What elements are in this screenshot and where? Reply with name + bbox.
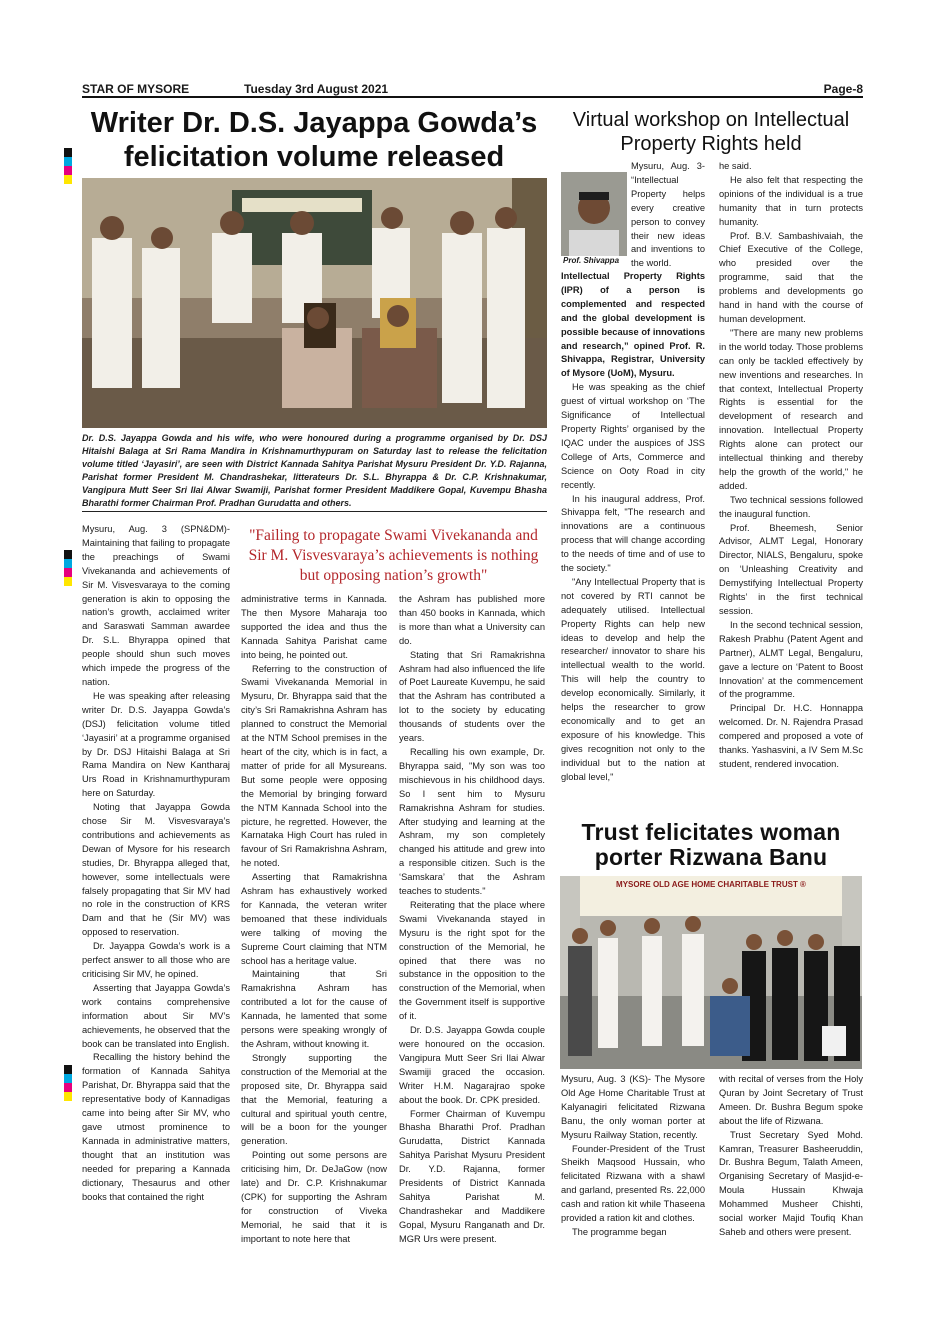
main-headline-line2: felicitation volume released — [123, 141, 505, 173]
paragraph: the Ashram has published more than 450 books in Kannada, which is more than what a University can do. — [399, 594, 545, 646]
paragraph: Dr. D.S. Jayappa Gowda couple were honoured on the occasion. Vangipura Mutt Seer Sri Ilai Alwar Swamiji graced the occasion. Writer H.M. Nagarajrao spoke about the book. Dr. CPK presided. — [399, 1025, 545, 1105]
main-story-column-2 — [241, 593, 387, 1247]
main-photo-caption: Dr. D.S. Jayappa Gowda and his wife, who were honoured during a programme organised by Dr. DSJ Hitaishi Balaga at Sri Rama Mandira in Krishnamurthypuram on Saturday last to release the felicitation volume titled ‘Jayasiri’, are seen with District Kannada Sahitya Parishat Mysuru President Dr. Y.D. Rajanna, Parishat former President M. Chandrashekar, litterateurs Dr. S.L. Bhyrappa & Dr. C.P. Krishnakumar, Vangipura Mutt Seer Sri Ilai Alwar Swamiji, Parishat former President Maddikere Gopal, Kuvempu Bhasha Bharathi former Chairman Prof. Pradhan Gurudatta and others. — [82, 432, 547, 512]
ipr-intro — [631, 160, 705, 271]
paragraph: He was speaking as the chief guest of virtual workshop on ‘The Significance of Intellectual Property Rights’ organised by the IQAC under the auspices of JSS College of Arts, Commerce and Science on Ooty Road in city recently. — [561, 382, 705, 490]
main-story-column-3 — [399, 593, 545, 1247]
paragraph: Founder-President of the Trust Sheikh Maqsood Hussain, who felicitated Rizwana with a shawl and garland, presented Rs. 22,000 cash and ration kit while Thaseena provided a ration kit and clothes. — [561, 1143, 705, 1224]
trust-column-2 — [719, 1073, 863, 1240]
main-story-column-1 — [82, 523, 230, 1204]
shivappa-photo-caption: Prof. Shivappa — [561, 256, 627, 265]
paragraph: Maintaining that Sri Ramakrishna Ashram has contributed a lot for the cause of Kannada, he lamented that some persons were speaking wrongly of the Ashram, without knowing it. — [241, 969, 387, 1049]
main-headline-line1: Writer Dr. D.S. Jayappa Gowda’s — [90, 107, 538, 139]
ipr-column-1 — [561, 270, 705, 785]
paragraph: Asserting that Ramakrishna Ashram has exhaustively worked for Kannada, the veteran writer bemoaned that these individuals were talking of moving the Supreme Court claiming that NTM school has a heritage value. — [241, 872, 387, 966]
paragraph: Asserting that Jayappa Gowda’s work contains comprehensive information about Sir MV’s achievements, he observed that the book can be translated into English. — [82, 982, 230, 1049]
trust-banner-text: MYSORE OLD AGE HOME CHARITABLE TRUST ® — [616, 880, 806, 889]
paragraph: Recalling his own example, Dr. Bhyrappa said, "My son was too mischievous in his childhood days. So I sent him to Mysuru Ramakrishna Ashram for studies. After studying and learning at the Ashram, my son completely changed his attitude and grew into a responsible citizen. Such is the ‘Samskara’ that the Ashram teaches to students." — [399, 746, 545, 897]
paragraph: Mysuru, Aug. 3- “Intellectual Property helps every creative person to convey their new ideas and inventions to the world. — [631, 161, 705, 269]
shivappa-photo — [561, 172, 627, 265]
paragraph: Prof. B.V. Sambashivaiah, the Chief Executive of the College, who presided over the programme, said that the problems and developments go hand in hand with the course of human development. — [719, 230, 863, 324]
paragraph: Noting that Jayappa Gowda chose Sir M. Visvesvaraya’s contributions and achievements as Dewan of Mysore for his research studies, Dr. Bhyrappa alleged that, however, some intellectuals were falsely propagating that Sir MV had no role in the construction of KRS Dam and that he (Sir MV) was opposed to reservation. — [82, 802, 230, 938]
trust-column-1 — [561, 1073, 705, 1240]
masthead — [82, 82, 863, 98]
paragraph: He was speaking after releasing writer Dr. D.S. Jayappa Gowda’s (DSJ) felicitation volume titled ‘Jayasiri’ at a programme organised by Dr. DSJ Hitaishi Balaga at Sri Rama Mandira on New Kantharaj Urs Road in Krishnamurthypuram here on Saturday. — [82, 690, 230, 799]
ipr-headline — [556, 108, 866, 156]
paragraph: Mysuru, Aug. 3 (KS)- The Mysore Old Age Home Charitable Trust at Kalyanagiri felicitated Rizwana Banu, the only woman porter at Mysuru Railway Station, recently. — [561, 1074, 705, 1140]
paragraph: Trust Secretary Syed Mohd. Kamran, Treasurer Basheeruddin, Dr. Bushra Begum, Talath Ameen, Organising Secretary of Masjid-e-Moula Hussain Khwaja Mohammed Musheer Chishti, social worker Majid Toufiq Khan Saheb and others were present. — [719, 1129, 863, 1237]
paragraph: Dr. Jayappa Gowda’s work is a perfect answer to all those who are criticising Sir MV, he opined. — [82, 941, 230, 979]
page-number: Page-8 — [823, 82, 863, 96]
paragraph: Referring to the construction of Swami Vivekananda Memorial in Mysuru, Dr. Bhyrappa said that the city’s Sri Ramakrishna Ashram has planned to construct the Memorial at the NTM School premises in the heart of the city, which is in fact, a matter of pride for all Mysureans. But some people were opposing the Memorial by bringing forward the NTM Kannada School into the picture, he regretted. However, the Karnataka High Court has ruled in favour of Sri Ramakrishna Ashram, he noted. — [241, 663, 387, 869]
ipr-headline-line1: Virtual workshop on Intellectual — [572, 109, 850, 131]
paragraph: Strongly supporting the construction of the Memorial at the proposed site, Dr. Bhyrappa said that the Memorial, featuring a cultural and spiritual youth centre, will be a boon for the younger generation. — [241, 1052, 387, 1147]
trust-headline-line1: Trust felicitates woman — [581, 819, 841, 845]
paragraph: Principal Dr. H.C. Honnappa welcomed. Dr. N. Rajendra Prasad compered and proposed a vote of thanks. Yashasvini, a IV Sem M.Sc student, rendered invocation. — [719, 703, 863, 769]
paper-name: STAR OF MYSORE — [82, 82, 190, 96]
trust-headline-line2: porter Rizwana Banu — [594, 844, 828, 870]
paragraph: Prof. Bheemesh, Senior Advisor, ALMT Legal, Honorary Director, NIALS, Bengaluru, spoke on ‘Unleashing Creativity and Demystifying Intellectual Property Rights’ in the first technical session. — [719, 522, 863, 616]
paragraph: Stating that Sri Ramakrishna Ashram had also influenced the life of Poet Laureate Kuvempu, he said that the Ashram has contributed a lot to the society by educating thousands of students over the years. — [399, 649, 545, 744]
trust-story-photo — [560, 876, 862, 1069]
issue-date: Tuesday 3rd August 2021 — [244, 82, 389, 96]
trust-headline — [556, 820, 866, 870]
paragraph: "Any Intellectual Property that is not covered by RTI cannot be adequately utilised. Intellectual Property Rights can help new ideas to develop and help the researcher/ innovator to share his intellectual wealth to the world. This will help the country to develop economically. Similarly, it helps the researcher to grow economically and to get an exposure of his knowledge. This gives recognition not only to the individual but to the nation at global level," — [561, 576, 705, 782]
paragraph: Former Chairman of Kuvempu Bhasha Bharathi Prof. Pradhan Gurudatta, District Kannada Sahitya Parishat Mysuru President Dr. Y.D. Rajanna, former Presidents of District Kannada Sahitya Parishat M. Chandrashekar and Maddikere Gopal, Mysuru Ranganath and Dr. MGR Urs were present. — [399, 1108, 545, 1244]
ipr-column-2 — [719, 160, 863, 772]
paragraph: with recital of verses from the Holy Quran by Joint Secretary of Trust Ameen. Dr. Bushra Begum spoke about the life of Rizwana. — [719, 1074, 863, 1126]
paragraph: In the second technical session, Rakesh Prabhu (Patent Agent and Partner), ALMT Legal, Bengaluru, gave a lecture on ‘Patent to Boost Innovation’ at the commencement of the programme. — [719, 619, 863, 700]
paragraph: In his inaugural address, Prof. Shivappa felt, "The research and innovations are a continuous process that will change according to the needs of time and of use to the society." — [561, 493, 705, 574]
paragraph: Reiterating that the place where Swami Vivekananda stayed in Mysuru is the right spot for the construction of the Memorial, he opined that there was no substance in the opposition to the construction of the Memorial, when the Government itself is supportive of it. — [399, 899, 545, 1022]
registration-marks-middle — [64, 550, 72, 586]
paragraph: The programme began — [572, 1226, 667, 1237]
registration-marks-top — [64, 148, 72, 184]
paragraph: administrative terms in Kannada. The then Mysore Maharaja too supported the idea and thus the Kannada Sahitya Parishat came into being, he pointed out. — [241, 594, 387, 660]
paragraph: he said. — [719, 161, 752, 171]
paragraph: Mysuru, Aug. 3 (SPN&DM)- Maintaining that failing to propagate the preachings of Swami Vivekananda and achievements of Sir M. Visvesvaraya to the coming generation is akin to opposing the nation’s growth, acclaimed writer and Saraswati Samman awardee Dr. S.L. Bhyrappa opined that people should shun such moves which impede the progress of the nation. — [82, 524, 230, 687]
paragraph: Intellectual Property Rights (IPR) of a person is complemented and respected and the global development is possible because of innovations and research,” opined Prof. R. Shivappa, Registrar, University of Mysore (UoM), Mysuru. — [561, 271, 705, 379]
paragraph: Recalling the history behind the formation of Kannada Sahitya Parishat, Dr. Bhyrappa said that the representative body of Kannadigas came into being after Sir MV, who gave utmost prominence to Kannada in administrative matters, thought that an institution was needed for preparing a Kannada dictionary, Thesaurus and other books that contained the right — [82, 1052, 230, 1202]
paragraph: "There are many new problems in the world today. Those problems can only be tackled effectively by new inventions and researches. In that context, Intellectual Property Rights is essential for the development of research and innovation. Intellectual Property Rights alone can protect our intellectual thinking and thereby help the growth of the world," he added. — [719, 327, 863, 491]
registration-marks-bottom — [64, 1065, 72, 1101]
paragraph: Pointing out some persons are criticising him, Dr. DeJaGow (now late) and Dr. C.P. Krishnakumar (CPK) for supporting the Ashram for construction of Viveka Memorial, he said that it is important to note here that — [241, 1150, 387, 1244]
paragraph: He also felt that respecting the opinions of the individual is a true humanity that in turn protects humanity. — [719, 174, 863, 227]
main-story-photo — [82, 178, 547, 428]
ipr-headline-line2: Property Rights held — [620, 133, 802, 155]
main-headline — [82, 106, 546, 174]
pull-quote: "Failing to propagate Swami Vivekananda and Sir M. Visvesvaraya’s achievements is nothing but opposing nation’s growth" — [248, 527, 539, 584]
paragraph: Two technical sessions followed the inaugural function. — [719, 494, 863, 519]
